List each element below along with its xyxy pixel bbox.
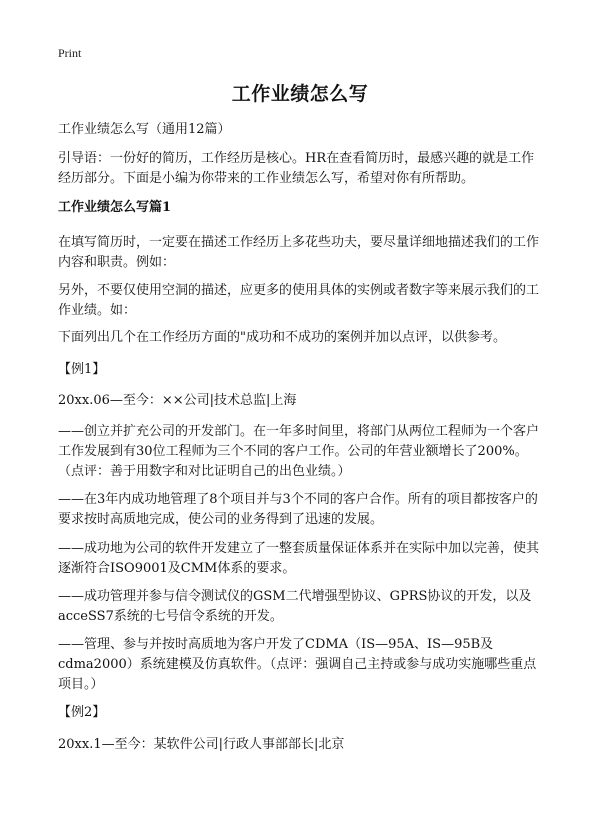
paragraph-2: 另外，不要仅使用空洞的描述，应更多的使用具体的实例或者数字等来展示我们的工作业绩。如： (58, 283, 540, 318)
page-title: 工作业绩怎么写 (231, 83, 369, 105)
example-1-header: 20xx.06—至今：××公司|技术总监|上海 (58, 393, 297, 408)
print-link[interactable]: Print (58, 46, 82, 60)
paragraph-3: 下面列出几个在工作经历方面的"成功和不成功的案例并加以点评，以供参考。 (58, 330, 506, 345)
example-1-item: ——成功管理并参与信令测试仪的GSM二代增强型协议、GPRS协议的开发，以及acceSS7系统的七号信令系统的开发。 (58, 589, 532, 624)
example-2-label: 【例2】 (58, 705, 106, 720)
example-1-item: ——创立并扩充公司的开发部门。在一年多时间里，将部门从两位工程师为一个客户工作发展到有30位工程师为三个不同的客户工作。公司的年营业额增长了200%。（点评：善于用数字和对比证明自己的出色业绩。） (58, 424, 540, 479)
document-subtitle: 工作业绩怎么写（通用12篇） (58, 122, 231, 137)
intro-paragraph: 引导语：一份好的简历，工作经历是核心。HR在查看简历时，最感兴趣的就是工作经历部分。下面是小编为你带来的工作业绩怎么写，希望对你有所帮助。 (58, 151, 535, 186)
example-1-item: ——在3年内成功地管理了8个项目并与3个不同的客户合作。所有的项目都按客户的要求按时高质地完成，使公司的业务得到了迅速的发展。 (58, 492, 538, 527)
example-1-item: ——成功地为公司的软件开发建立了一整套质量保证体系并在实际中加以完善，使其逐渐符合ISO9001及CMM体系的要求。 (58, 541, 540, 576)
example-1-item: ——管理、参与并按时高质地为客户开发了CDMA（IS—95A、IS—95B及cdma2000）系统建模及仿真软件。（点评：强调自己主持或参与成功实施哪些重点项目。） (58, 637, 537, 692)
example-2-header: 20xx.1—至今：某软件公司|行政人事部部长|北京 (58, 737, 345, 752)
paragraph-1: 在填写简历时，一定要在描述工作经历上多花些功夫，要尽量详细地描述我们的工作内容和职责。例如： (58, 235, 540, 270)
section-heading: 工作业绩怎么写篇1 (58, 200, 172, 215)
example-1-label: 【例1】 (58, 362, 106, 377)
